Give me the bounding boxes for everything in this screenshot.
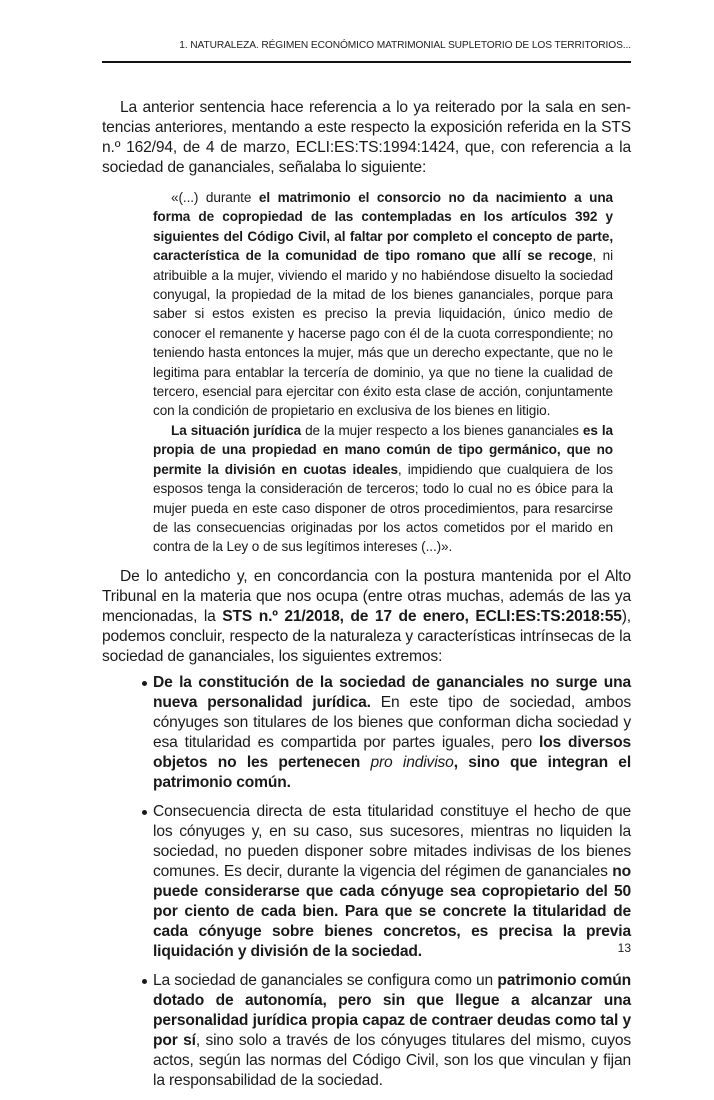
intro-paragraph: [102, 98, 631, 178]
text-run: «(...) durante: [171, 190, 259, 205]
bold-text-run: STS n.º 21/2018, de 17 de enero, ECLI:ES:TS:2018:55: [222, 607, 622, 625]
text-run: de la mujer respecto a los bienes gananciales: [301, 422, 583, 438]
list-item-text: [153, 972, 631, 1089]
block-quote: [153, 188, 613, 557]
list-item-text: [153, 803, 631, 960]
text-run: ), podemos concluir, respecto de la naturaleza y características intrínsecas de la sociedad de gananciales, los siguientes extremos:: [102, 607, 631, 665]
text-run: En este tipo de sociedad, ambos cónyuges son titulares de los bienes que conforman dicha sociedad y esa titularidad es compartida por partes iguales, pero: [153, 693, 631, 751]
bold-text-run: , sino que integran el patrimonio común.: [153, 753, 632, 791]
list-item: [153, 971, 631, 1091]
text-run: De lo antedicho y, en concordancia con la postura mantenida por el Alto Tribunal en la materia que nos ocupa (entre otras muchas, además de las ya mencionadas, la: [102, 567, 631, 625]
bullet-icon: [142, 681, 147, 686]
bold-text-run: patrimonio común dotado de autonomía, pero sin que llegue a alcanzar una personalidad jurídica propia capaz de contraer deudas como tal y por sí: [153, 971, 631, 1049]
text-run: La sociedad de gananciales se configura como un: [153, 971, 498, 989]
conclusion-paragraph: [102, 567, 631, 667]
list-item-text: [153, 674, 631, 791]
text-run: , sino solo a través de los cónyuges titulares del mismo, cuyos actos, según las normas del Código Civil, son los que vinculan y fijan la responsabilidad de la sociedad.: [153, 1031, 632, 1089]
bold-text-run: La situación jurídica: [171, 422, 302, 438]
header-rule: [102, 61, 631, 63]
bullet-icon: [142, 979, 147, 984]
bold-text-run: es la propia de una propiedad en mano común de tipo germánico, que no permite la división en cuotas ideales: [153, 422, 613, 477]
quote-paragraph: [153, 188, 613, 421]
text-run: , impidiendo que cualquiera de los esposos tenga la consideración de terceros; todo lo cual no es óbice para la mujer pueda en este caso disponer de otros procedimientos, para resarcirse de las consecuencias originadas por los actos cometidos por el marido en contra de la Ley o de sus legítimos intereses (...)».: [153, 461, 613, 555]
text-run: La anterior sentencia hace referencia a lo ya reiterado por la sala en sentencias anteriores, mentando a este respecto la exposición referida en la STS n.º 162/94, de 4 de marzo, ECLI:ES:TS:1994:1424, que, con referencia a la sociedad de gananciales, señalaba lo siguiente:: [102, 99, 631, 176]
quote-paragraph: [153, 421, 613, 557]
conclusions-list: [102, 673, 631, 1091]
page-body: [102, 98, 631, 1100]
text-run: , ni atribuible a la mujer, viviendo el marido y no habiéndose disuelto la sociedad conyugal, la propiedad de la mitad de los bienes gananciales, porque para saber si estos existen es preciso la previa liquidación, único medio de conocer el remanente y hacerse pago con él de la cuota correspondiente; no teniendo hasta entonces la mujer, más que un derecho expectante, que no le legitima para entablar la tercería de dominio, ya que no tiene la cualidad de tercero, esencial para ejercitar con éxito esta clase de acción, conjuntamente con la condición de propietario en exclusiva de los bienes en litigio.: [153, 248, 614, 419]
text-run: Consecuencia directa de esta titularidad constituye el hecho de que los cónyuges y, en su caso, sus sucesores, mientras no liquiden la sociedad, no pueden disponer sobre mitades indivisas de los bienes comunes. Es decir, durante la vigencia del régimen de gananciales: [153, 802, 631, 880]
list-item: [153, 673, 631, 793]
bold-text-run: los diversos objetos no les pertenecen: [153, 733, 631, 771]
bold-text-run: De la constitución de la sociedad de gananciales no surge una nueva personalidad jurídica.: [153, 673, 631, 711]
list-item: [153, 802, 631, 962]
italic-text-run: pro indiviso: [370, 753, 454, 771]
page-number: 13: [617, 941, 631, 955]
bold-text-run: el matrimonio el consorcio no da nacimiento a una forma de copropiedad de las contempladas en los artículos 392 y siguientes del Código Civil, al faltar por completo el concepto de parte, característica de la comunidad de tipo romano que allí se recoge: [153, 190, 613, 264]
bold-text-run: no puede considerarse que cada cónyuge sea copropietario del 50 por ciento de cada bien. Para que se concrete la titularidad de cada cónyuge sobre bienes concretos, es precisa la previa liquidación y división de la sociedad.: [153, 862, 631, 960]
running-header: 1. NATURALEZA. RÉGIMEN ECONÓMICO MATRIMONIAL SUPLETORIO DE LOS TERRITORIOS...: [179, 40, 631, 51]
bullet-icon: [142, 810, 147, 815]
